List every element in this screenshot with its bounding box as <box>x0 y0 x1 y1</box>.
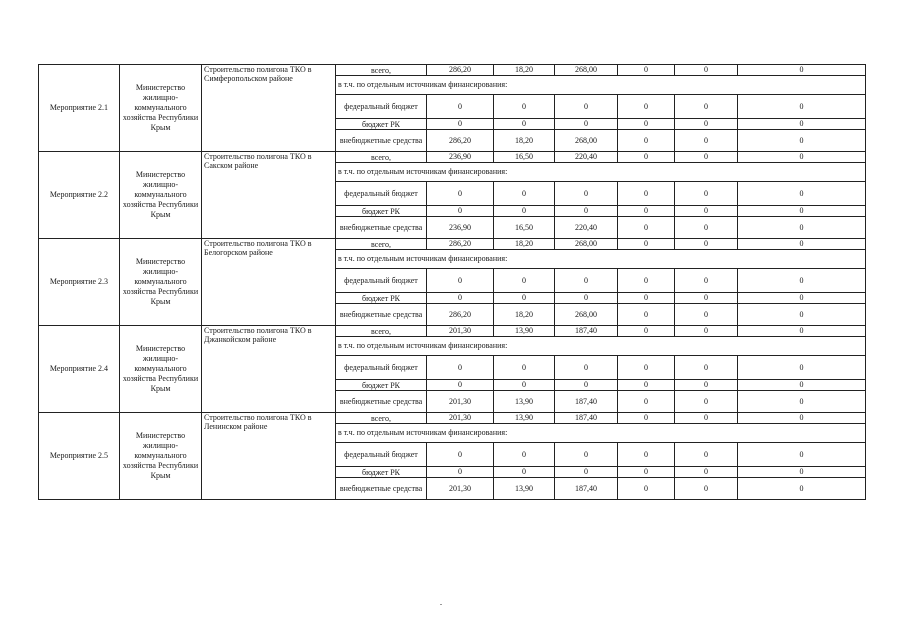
amount-cell: 187,40 <box>555 391 618 413</box>
amount-cell: 0 <box>618 326 675 337</box>
amount-cell: 13,90 <box>494 326 555 337</box>
event-title: Строительство полигона ТКО в Сакском районе <box>202 152 336 239</box>
table-row <box>39 413 866 424</box>
executor-name: Министерство жилищно-коммунального хозяйства Республики Крым <box>120 152 202 239</box>
source-label: федеральный бюджет <box>336 443 427 467</box>
amount-cell: 0 <box>427 119 494 130</box>
amount-cell: 0 <box>618 239 675 250</box>
amount-cell: 201,30 <box>427 413 494 424</box>
table-row <box>39 239 866 250</box>
sources-note: в т.ч. по отдельным источникам финансирования: <box>336 163 866 182</box>
financing-table <box>38 64 866 500</box>
amount-cell: 286,20 <box>427 65 494 76</box>
amount-cell: 0 <box>738 152 866 163</box>
amount-cell: 0 <box>738 119 866 130</box>
source-label: всего, <box>336 239 427 250</box>
amount-cell: 0 <box>738 95 866 119</box>
source-label: внебюджетные средства <box>336 217 427 239</box>
sources-note: в т.ч. по отдельным источникам финансирования: <box>336 250 866 269</box>
amount-cell: 286,20 <box>427 239 494 250</box>
amount-cell: 0 <box>675 119 738 130</box>
executor-name: Министерство жилищно-коммунального хозяйства Республики Крым <box>120 326 202 413</box>
amount-cell: 0 <box>675 65 738 76</box>
amount-cell: 0 <box>675 293 738 304</box>
source-label: федеральный бюджет <box>336 356 427 380</box>
amount-cell: 0 <box>618 443 675 467</box>
amount-cell: 0 <box>494 443 555 467</box>
amount-cell: 18,20 <box>494 239 555 250</box>
amount-cell: 0 <box>738 443 866 467</box>
amount-cell: 0 <box>555 467 618 478</box>
event-title: Строительство полигона ТКО в Ленинском районе <box>202 413 336 500</box>
amount-cell: 0 <box>618 304 675 326</box>
amount-cell: 0 <box>555 356 618 380</box>
source-label: бюджет РК <box>336 293 427 304</box>
amount-cell: 0 <box>427 293 494 304</box>
amount-cell: 0 <box>738 304 866 326</box>
amount-cell: 0 <box>738 478 866 500</box>
event-name: Мероприятие 2.4 <box>39 326 120 413</box>
executor-name: Министерство жилищно-коммунального хозяйства Республики Крым <box>120 413 202 500</box>
amount-cell: 0 <box>738 206 866 217</box>
amount-cell: 0 <box>618 413 675 424</box>
amount-cell: 0 <box>427 380 494 391</box>
amount-cell: 0 <box>494 380 555 391</box>
amount-cell: 0 <box>675 206 738 217</box>
amount-cell: 0 <box>555 269 618 293</box>
amount-cell: 18,20 <box>494 130 555 152</box>
amount-cell: 0 <box>618 293 675 304</box>
sources-note: в т.ч. по отдельным источникам финансирования: <box>336 76 866 95</box>
amount-cell: 0 <box>555 206 618 217</box>
amount-cell: 236,90 <box>427 217 494 239</box>
amount-cell: 0 <box>427 206 494 217</box>
amount-cell: 0 <box>618 95 675 119</box>
amount-cell: 0 <box>555 443 618 467</box>
source-label: всего, <box>336 65 427 76</box>
amount-cell: 0 <box>738 467 866 478</box>
amount-cell: 0 <box>555 119 618 130</box>
table-body <box>39 65 866 500</box>
amount-cell: 201,30 <box>427 391 494 413</box>
source-label: всего, <box>336 413 427 424</box>
amount-cell: 0 <box>675 239 738 250</box>
amount-cell: 0 <box>675 413 738 424</box>
amount-cell: 0 <box>618 130 675 152</box>
source-label: внебюджетные средства <box>336 304 427 326</box>
amount-cell: 0 <box>738 239 866 250</box>
amount-cell: 201,30 <box>427 326 494 337</box>
amount-cell: 286,20 <box>427 130 494 152</box>
table-row <box>39 152 866 163</box>
amount-cell: 0 <box>618 217 675 239</box>
event-name: Мероприятие 2.3 <box>39 239 120 326</box>
amount-cell: 0 <box>618 356 675 380</box>
source-label: внебюджетные средства <box>336 130 427 152</box>
amount-cell: 0 <box>494 95 555 119</box>
amount-cell: 0 <box>427 182 494 206</box>
amount-cell: 0 <box>494 467 555 478</box>
amount-cell: 0 <box>738 65 866 76</box>
amount-cell: 0 <box>738 130 866 152</box>
amount-cell: 0 <box>738 269 866 293</box>
scan-speck <box>440 604 442 605</box>
amount-cell: 0 <box>555 380 618 391</box>
event-name: Мероприятие 2.5 <box>39 413 120 500</box>
amount-cell: 0 <box>675 217 738 239</box>
amount-cell: 220,40 <box>555 217 618 239</box>
amount-cell: 0 <box>738 391 866 413</box>
amount-cell: 0 <box>738 326 866 337</box>
amount-cell: 0 <box>427 467 494 478</box>
event-name: Мероприятие 2.1 <box>39 65 120 152</box>
source-label: всего, <box>336 152 427 163</box>
amount-cell: 0 <box>494 293 555 304</box>
amount-cell: 0 <box>494 119 555 130</box>
amount-cell: 187,40 <box>555 326 618 337</box>
amount-cell: 0 <box>675 326 738 337</box>
amount-cell: 236,90 <box>427 152 494 163</box>
source-label: бюджет РК <box>336 380 427 391</box>
sources-note: в т.ч. по отдельным источникам финансирования: <box>336 424 866 443</box>
amount-cell: 0 <box>738 293 866 304</box>
amount-cell: 268,00 <box>555 65 618 76</box>
amount-cell: 16,50 <box>494 152 555 163</box>
source-label: федеральный бюджет <box>336 182 427 206</box>
amount-cell: 0 <box>675 269 738 293</box>
amount-cell: 0 <box>675 304 738 326</box>
table-row <box>39 65 866 76</box>
amount-cell: 220,40 <box>555 152 618 163</box>
source-label: федеральный бюджет <box>336 95 427 119</box>
amount-cell: 0 <box>427 269 494 293</box>
amount-cell: 0 <box>427 443 494 467</box>
event-name: Мероприятие 2.2 <box>39 152 120 239</box>
amount-cell: 0 <box>738 217 866 239</box>
amount-cell: 0 <box>675 130 738 152</box>
amount-cell: 0 <box>618 478 675 500</box>
amount-cell: 0 <box>675 152 738 163</box>
amount-cell: 0 <box>675 391 738 413</box>
executor-name: Министерство жилищно-коммунального хозяйства Республики Крым <box>120 239 202 326</box>
amount-cell: 0 <box>618 182 675 206</box>
amount-cell: 0 <box>618 269 675 293</box>
amount-cell: 0 <box>738 413 866 424</box>
amount-cell: 0 <box>427 95 494 119</box>
amount-cell: 0 <box>555 293 618 304</box>
amount-cell: 268,00 <box>555 304 618 326</box>
executor-name: Министерство жилищно-коммунального хозяйства Республики Крым <box>120 65 202 152</box>
amount-cell: 0 <box>494 182 555 206</box>
amount-cell: 187,40 <box>555 478 618 500</box>
amount-cell: 0 <box>618 467 675 478</box>
amount-cell: 0 <box>494 269 555 293</box>
amount-cell: 286,20 <box>427 304 494 326</box>
amount-cell: 0 <box>618 206 675 217</box>
amount-cell: 0 <box>675 380 738 391</box>
amount-cell: 0 <box>427 356 494 380</box>
amount-cell: 0 <box>675 478 738 500</box>
source-label: внебюджетные средства <box>336 478 427 500</box>
amount-cell: 0 <box>675 182 738 206</box>
source-label: внебюджетные средства <box>336 391 427 413</box>
source-label: всего, <box>336 326 427 337</box>
source-label: бюджет РК <box>336 206 427 217</box>
amount-cell: 16,50 <box>494 217 555 239</box>
amount-cell: 0 <box>494 206 555 217</box>
amount-cell: 13,90 <box>494 413 555 424</box>
amount-cell: 0 <box>675 95 738 119</box>
amount-cell: 0 <box>738 356 866 380</box>
table-row <box>39 326 866 337</box>
amount-cell: 0 <box>618 391 675 413</box>
sources-note: в т.ч. по отдельным источникам финансирования: <box>336 337 866 356</box>
amount-cell: 268,00 <box>555 130 618 152</box>
amount-cell: 0 <box>738 182 866 206</box>
source-label: бюджет РК <box>336 119 427 130</box>
event-title: Строительство полигона ТКО в Джанкойском районе <box>202 326 336 413</box>
amount-cell: 13,90 <box>494 478 555 500</box>
source-label: бюджет РК <box>336 467 427 478</box>
amount-cell: 201,30 <box>427 478 494 500</box>
amount-cell: 0 <box>618 65 675 76</box>
amount-cell: 0 <box>675 467 738 478</box>
amount-cell: 0 <box>494 356 555 380</box>
amount-cell: 13,90 <box>494 391 555 413</box>
amount-cell: 18,20 <box>494 65 555 76</box>
amount-cell: 0 <box>618 152 675 163</box>
amount-cell: 187,40 <box>555 413 618 424</box>
amount-cell: 0 <box>618 119 675 130</box>
event-title: Строительство полигона ТКО в Симферопольском районе <box>202 65 336 152</box>
source-label: федеральный бюджет <box>336 269 427 293</box>
amount-cell: 0 <box>675 356 738 380</box>
amount-cell: 18,20 <box>494 304 555 326</box>
event-title: Строительство полигона ТКО в Белогорском районе <box>202 239 336 326</box>
amount-cell: 268,00 <box>555 239 618 250</box>
amount-cell: 0 <box>675 443 738 467</box>
amount-cell: 0 <box>738 380 866 391</box>
amount-cell: 0 <box>555 182 618 206</box>
amount-cell: 0 <box>618 380 675 391</box>
amount-cell: 0 <box>555 95 618 119</box>
